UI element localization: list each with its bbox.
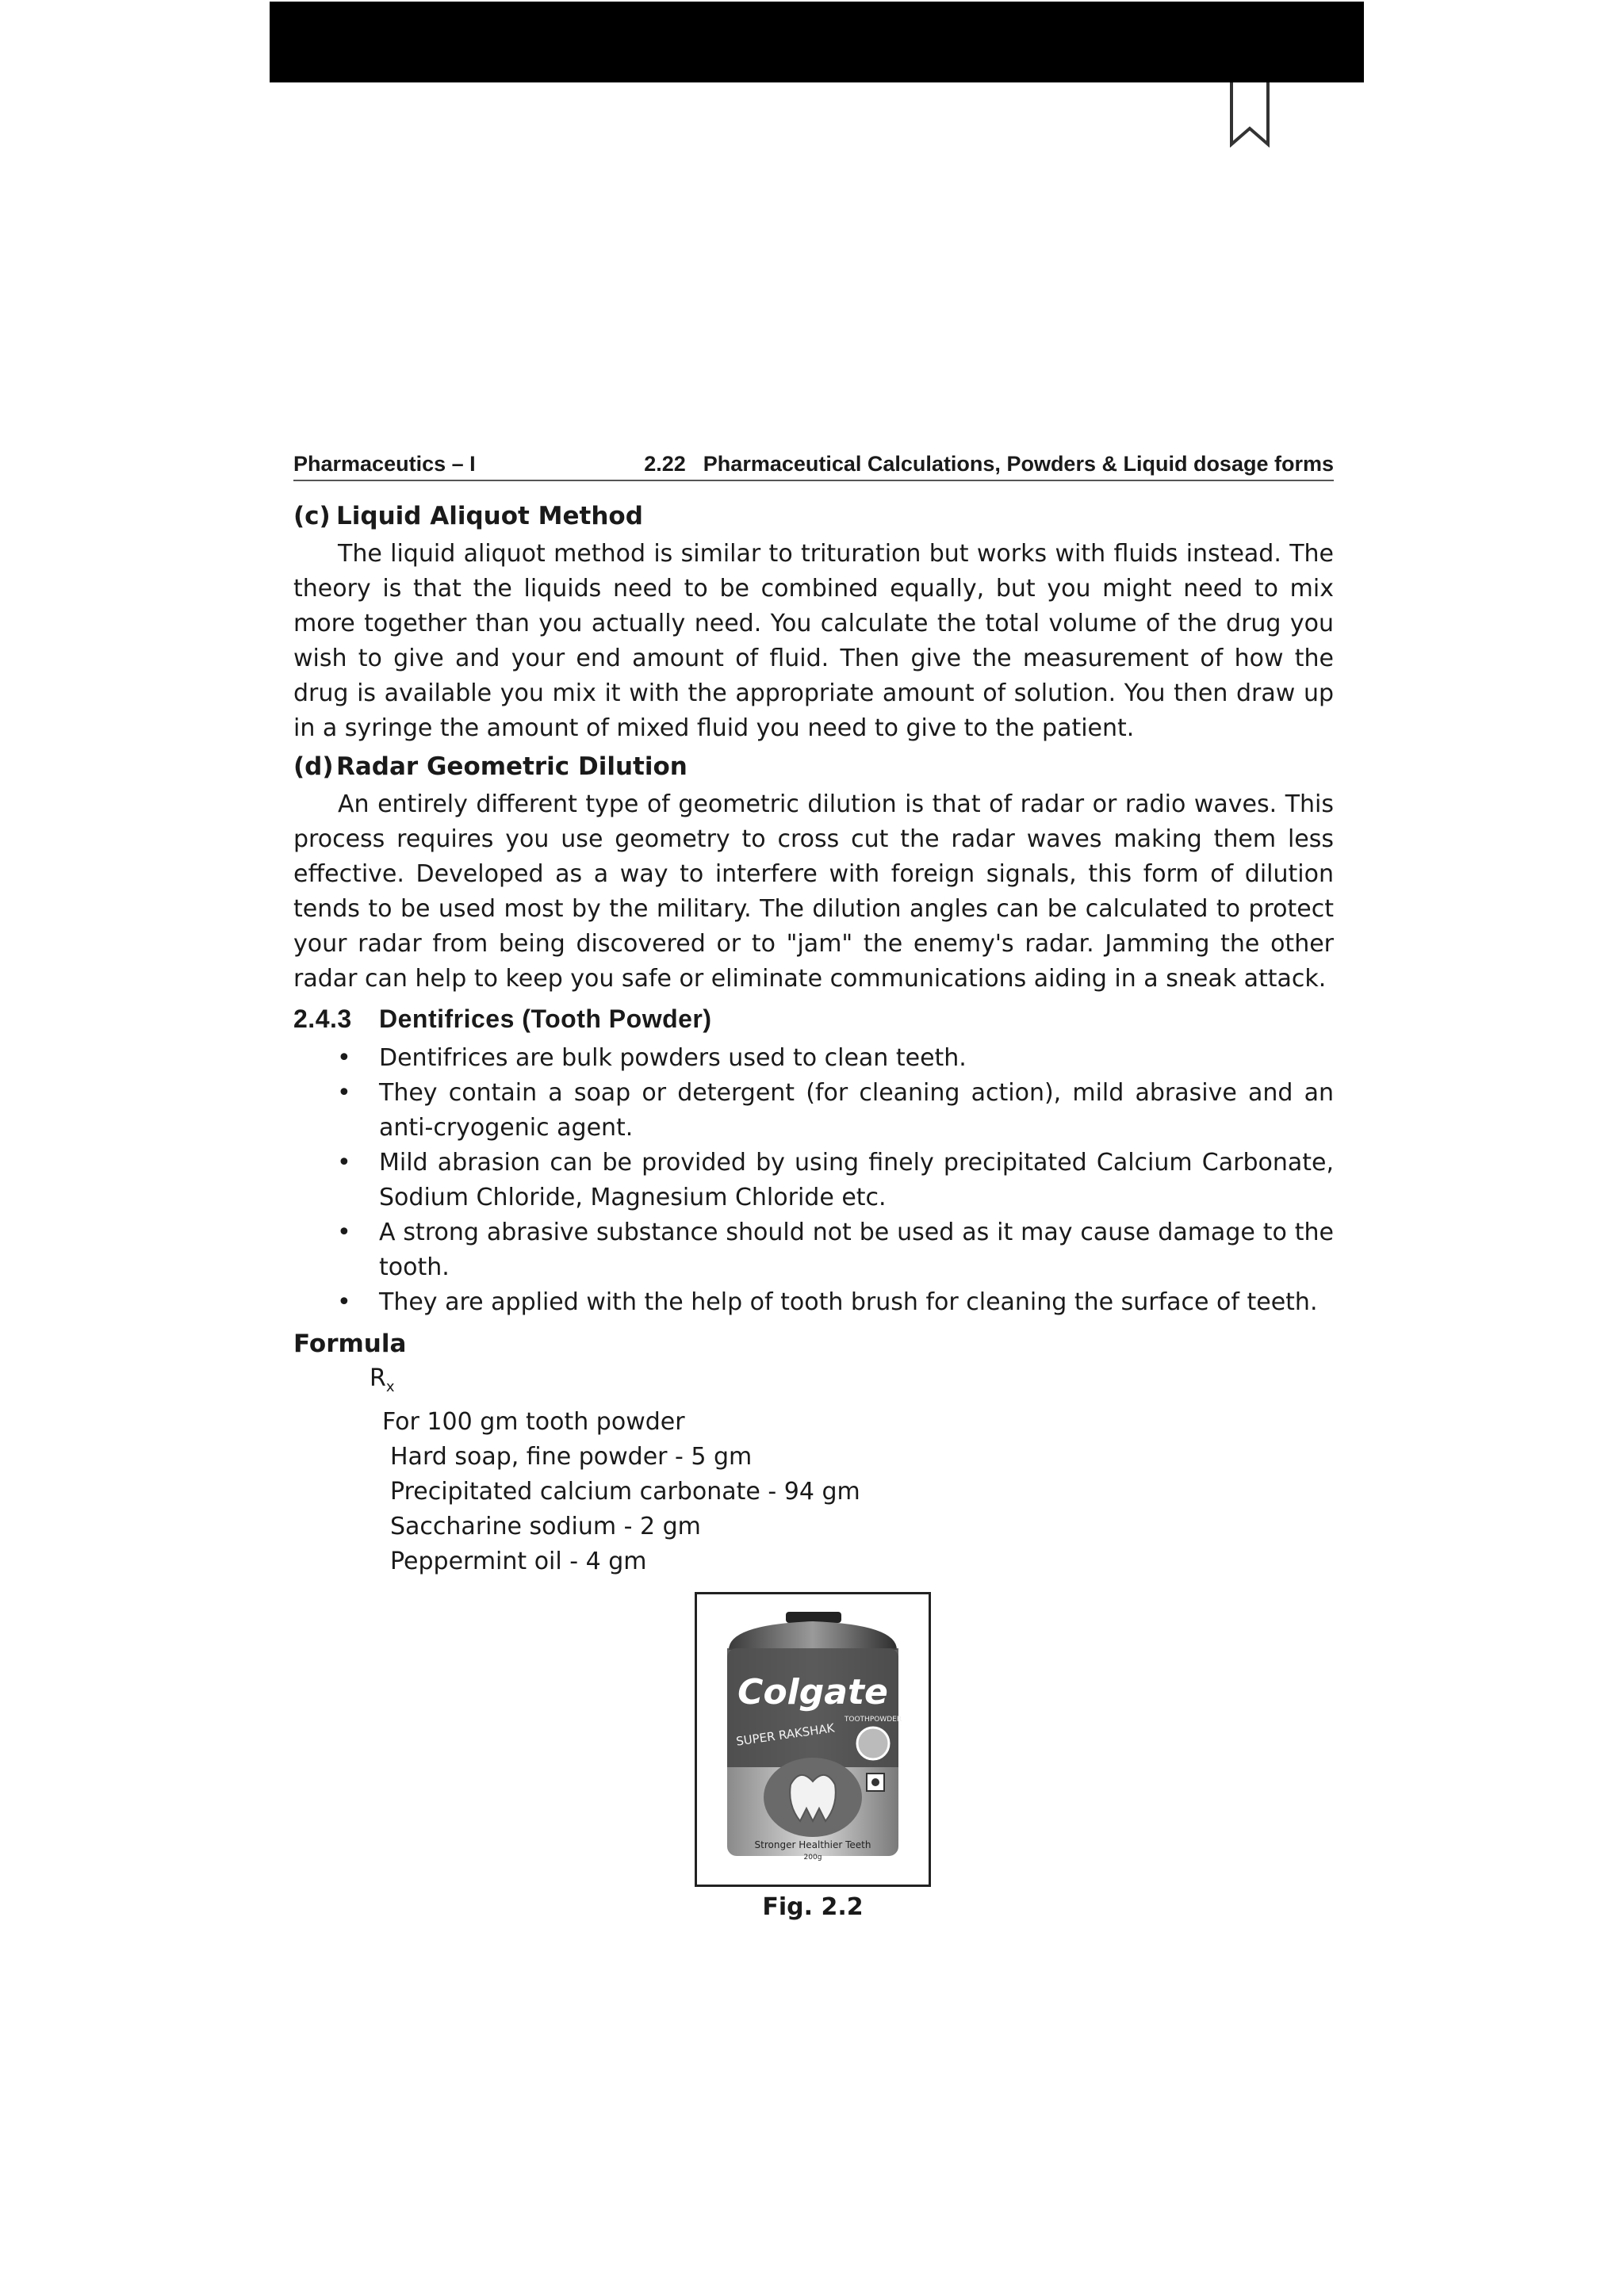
figure-brand-text: Colgate [737, 1672, 888, 1712]
bullet-icon: • [337, 1079, 351, 1107]
rx-sub: x [385, 1379, 395, 1395]
section-c-paragraph: The liquid aliquot method is similar to trituration but works with fluids instead. The theory is that the liquids need to be combined equally, but you might need to mix more together than you actually need. You calculate the total volume of the drug you wish to give and your end amount of fluid. Then give the measurement of how the drug is available you mix it with the appropriate amount of solution. You then draw up in a syringe the amount of mixed fluid you need to give to the patient. [293, 540, 1334, 742]
formula-item: Precipitated calcium carbonate - 94 gm [390, 1478, 860, 1506]
formula-item: Saccharine sodium - 2 gm [390, 1513, 701, 1540]
dentifrice-bullet-list [293, 1041, 1334, 1320]
bullet-text: They are applied with the help of tooth brush for cleaning the surface of teeth. [379, 1288, 1318, 1316]
bullet-text: Mild abrasion can be provided by using finely precipitated Calcium Carbonate, Sodium Chloride, Magnesium Chloride etc. [379, 1149, 1334, 1211]
formula-for-line: For 100 gm tooth powder [382, 1408, 685, 1436]
formula-list [382, 1405, 1334, 1579]
bullet-icon: • [337, 1219, 351, 1246]
section-c-title: Liquid Aliquot Method [336, 502, 643, 530]
list-item [293, 1215, 1334, 1285]
list-item [293, 1146, 1334, 1215]
bullet-text: A strong abrasive substance should not be used as it may cause damage to the tooth. [379, 1219, 1334, 1281]
formula-heading: Formula [293, 1330, 407, 1358]
section-d-paragraph: An entirely different type of geometric dilution is that of radar or radio waves. This process requires you use geometry to cross cut the radar waves making them less effective. Developed as a way to interfere with foreign signals, this form of dilution tends to be used most by the military. The dilution angles can be calculated to protect your radar from being discovered or to "jam" the enemy's radar. Jamming the other radar can help to keep you safe or eliminate communications aiding in a sneak attack. [293, 790, 1334, 993]
formula-item: Peppermint oil - 4 gm [390, 1548, 647, 1575]
figure-caption: Fig. 2.2 [762, 1893, 864, 1921]
section-c-label: (c) [293, 502, 331, 530]
header-page-number: 2.22 [644, 452, 686, 476]
figure-variant-text: SUPER RAKSHAK [735, 1720, 836, 1749]
section-243-heading [293, 1001, 1334, 1036]
header-chapter [644, 452, 1334, 476]
tooth-powder-container-image [697, 1594, 929, 1885]
section-243-title: Dentifrices (Tooth Powder) [379, 1004, 712, 1033]
bullet-text: They contain a soap or detergent (for cleaning action), mild abrasive and an anti-cryogenic agent. [379, 1079, 1334, 1142]
bullet-icon: • [337, 1288, 351, 1316]
section-d-title: Radar Geometric Dilution [336, 752, 688, 781]
figure-tagline-text: Stronger Healthier Teeth [754, 1839, 871, 1850]
section-c-heading [293, 499, 1334, 534]
bullet-icon: • [337, 1044, 351, 1072]
section-243-number: 2.4.3 [293, 1004, 352, 1033]
bullet-text: Dentifrices are bulk powders used to clean teeth. [379, 1044, 967, 1072]
bookmark-icon[interactable] [1229, 82, 1270, 147]
document-page [293, 452, 1334, 1579]
formula-item: Hard soap, fine powder - 5 gm [390, 1443, 753, 1471]
figure-weight-text: 200g [803, 1854, 822, 1862]
rx-symbol [370, 1361, 1334, 1405]
list-item [293, 1076, 1334, 1146]
section-d-heading [293, 749, 1334, 784]
list-item [293, 1041, 1334, 1076]
viewer-top-bar [270, 2, 1364, 82]
bullet-icon: • [337, 1149, 351, 1177]
figure-subbrand-text: TOOTHPOWDER [844, 1716, 902, 1724]
running-header [293, 452, 1334, 481]
header-book-title: Pharmaceutics – I [293, 452, 476, 476]
figure-image-frame [695, 1592, 931, 1887]
list-item [293, 1285, 1334, 1320]
rx-main: R [370, 1364, 386, 1392]
header-chapter-title: Pharmaceutical Calculations, Powders & Liquid dosage forms [703, 452, 1334, 476]
section-d-label: (d) [293, 752, 334, 781]
